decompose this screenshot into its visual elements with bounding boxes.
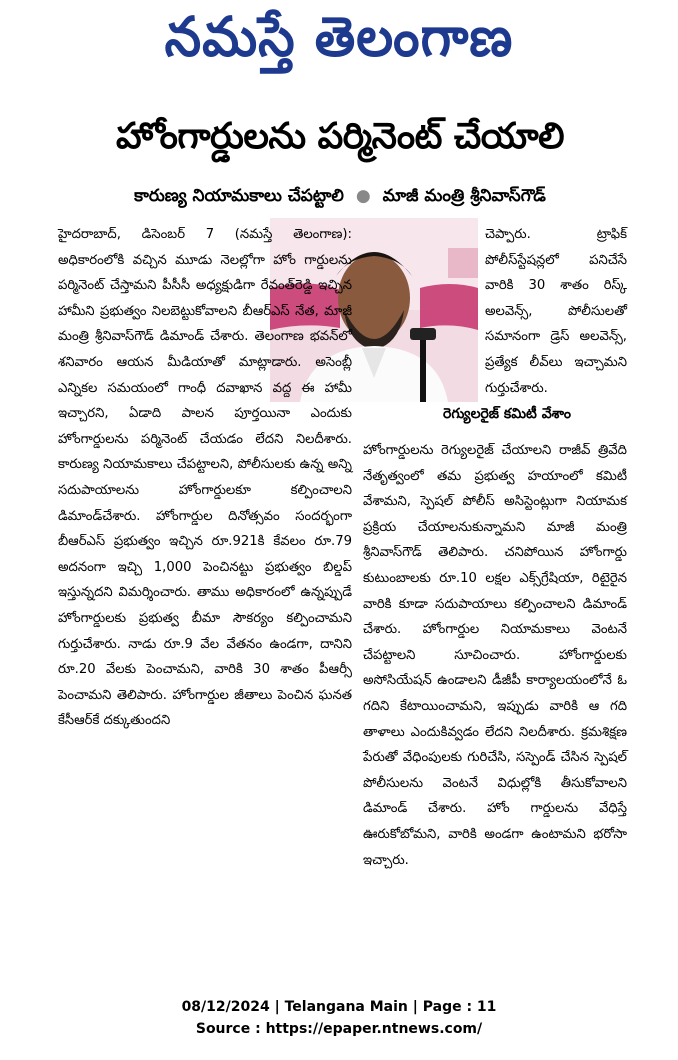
right-column-top-text: చెప్పారు. ట్రాఫిక్ పోలీస్‌స్టేషన్లలో పనిచేసే వారికి 30 శాతం రిస్క్ అలవెన్స్, పోలీసులతో సమానంగా డ్రెస్ అలవెన్స్, ప్రత్యేక లీవ్‌లు ఇచ్చామని గుర్తుచేశారు. (485, 227, 627, 396)
masthead-title: నమస్తే తెలంగాణ (164, 6, 514, 70)
article-right-column-top (485, 222, 627, 401)
left-column-text: హైదరాబాద్, డిసెంబర్ 7 (నమస్తే తెలంగాణ): అధికారంలోకి వచ్చిన మూడు నెలల్లోగా హోం గార్డులను పర్మినెంట్ చేస్తామని పీసీసీ అధ్యక్షుడిగా రేవంత్‌రెడ్డి ఇచ్చిన హామీని ప్రభుత్వం నిలబెట్టుకోవాలని బీఆర్‌ఎస్ నేత, మాజీ మంత్రి శ్రీనివాస్‌గౌడ్ డిమాండ్ చేశారు. తెలంగాణ భవన్‌లో శనివారం ఆయన మీడియాతో మాట్లాడారు. అసెంబ్లీ ఎన్నికల సమయంలో గాంధీ దవాఖాన వద్ద ఈ హామీ ఇచ్చారని, ఏడాది పాలన పూర్తయినా ఎందుకు హోంగార్డులను పర్మినెంట్ చేయడం లేదని నిలదీశారు. కారుణ్య నియామకాలు చేపట్టాలని, పోలీసులకు ఉన్న అన్ని సదుపాయాలను హోంగార్డులకూ కల్పించాలని డిమాండ్‌చేశారు. హోంగార్డుల దినోత్సవం సందర్భంగా బీఆర్‌ఎస్ ప్రభుత్వం ఇచ్చిన రూ.921కి కేవలం రూ.79 అదనంగా ఇచ్చి 1,000 పెంచినట్టు ప్రభుత్వం బిల్డప్ ఇస్తున్నదని విమర్శించారు. తాము అధికారంలో ఉన్నప్పుడే హోంగార్డులకు ప్రభుత్వ బీమా సౌకర్యం కల్పించామని గుర్తుచేశారు. నాడు రూ.9 వేల వేతనం ఉండగా, దానిని రూ.20 వేలకు పెంచామని, వారికి 30 శాతం పీఆర్సీ పెంచామని తెలిపారు. హోంగార్డుల జీతాలు పెంచిన ఘనత కేసీఆర్‌కే దక్కుతుందని (58, 227, 352, 729)
bullet-icon: ● (355, 186, 371, 206)
source-line: Source : https://epaper.ntnews.com/ (195, 1021, 483, 1037)
right-column-bottom-text: హోంగార్డులను రెగ్యులరైజ్ చేయాలని రాజీవ్ త్రివేది నేతృత్వంలో తమ ప్రభుత్వ హయాంలో కమిటీ వేశామని, స్పెషల్ పోలీస్ అసిస్టెంట్లుగా నియామక ప్రక్రియ చేయాలనుకున్నామని మాజీ మంత్రి శ్రీనివాస్‌గౌడ్ తెలిపారు. చనిపోయిన హోంగార్డు కుటుంబాలకు రూ.10 లక్షల ఎక్స్‌గ్రేషియా, రిటైరైన వారికి కూడా సదుపాయాలు కల్పించాలని డిమాండ్ చేశారు. హోంగార్డుల నియామకాలు వెంటనే చేపట్టాలని సూచించారు. హోంగార్డులకు అసోసియేషన్ ఉండాలని డీజీపీ కార్యాలయంలోనే ఓ గదిని కేటాయించామని, ఇప్పుడు వారికి ఆ గది తాళాలు ఎందుకివ్వడం లేదని నిలదీశారు. క్రమశిక్షణ పేరుతో వేధింపులకు గురిచేసి, సస్పెండ్ చేసిన స్పెషల్ పోలీసులను వెంటనే విధుల్లోకి తీసుకోవాలని డిమాండ్ చేశారు. హోం గార్డులను వేధిస్తే ఊరుకోబోమని, వారికి అండగా ఉంటామని భరోసా ఇచ్చారు. (363, 443, 627, 868)
subhead (12, 182, 668, 210)
article-right-column-bottom (363, 438, 627, 873)
subhead-right: మాజీ మంత్రి శ్రీనివాస్‌గౌడ్ (382, 186, 546, 206)
subhead-left: కారుణ్య నియామకాలు చేపట్టాలి (134, 186, 344, 206)
headline: హోంగార్డులను పర్మినెంట్ చేయాలి (115, 116, 565, 157)
page-footer (0, 996, 678, 1040)
section-subheading: రెగ్యులరైజ్ కమిటీ వేశాం (443, 406, 571, 422)
article-left-column (58, 222, 352, 734)
edition-line: 08/12/2024 | Telangana Main | Page : 11 (181, 999, 497, 1015)
masthead (0, 0, 678, 86)
